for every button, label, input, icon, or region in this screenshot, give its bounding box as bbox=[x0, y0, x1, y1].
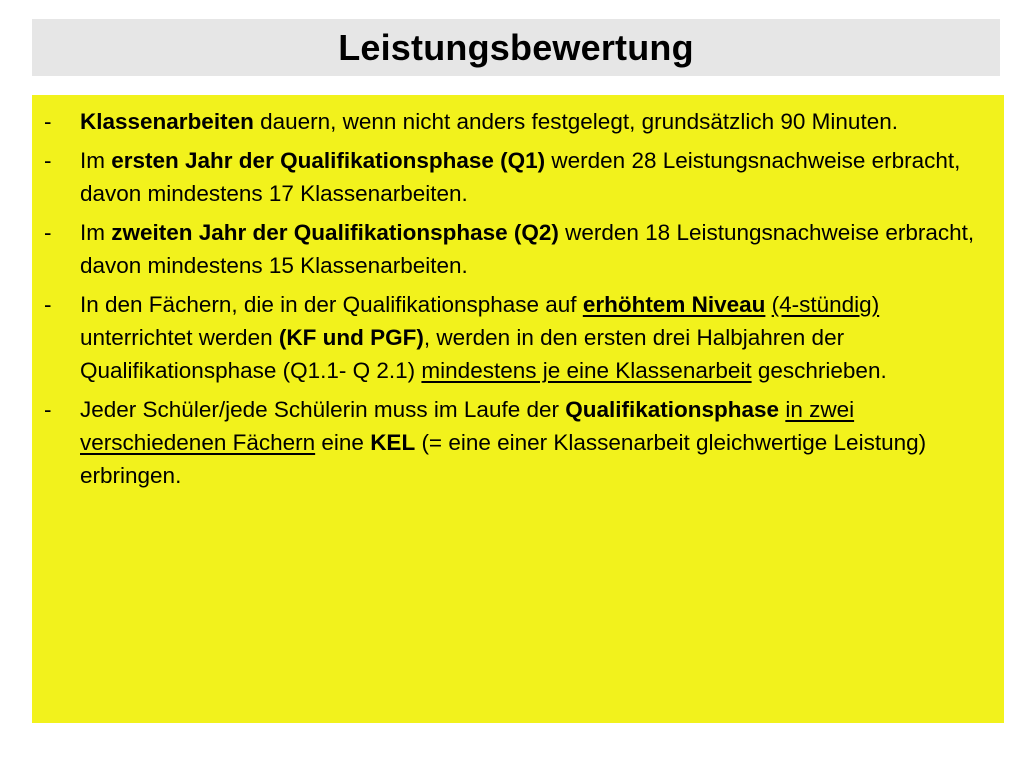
content-box bbox=[32, 95, 1004, 723]
bullet-text-segment: ersten Jahr der Qualifikationsphase (Q1) bbox=[111, 148, 546, 173]
bullet-text-segment: mindestens je eine Klassenarbeit bbox=[421, 358, 752, 383]
title-bar bbox=[32, 19, 1000, 76]
bullet-text-segment: eine bbox=[315, 430, 371, 455]
bullet-text-segment: unterrichtet werden bbox=[80, 325, 279, 350]
bullet-text-segment: KEL bbox=[370, 430, 416, 455]
bullet-item bbox=[42, 288, 982, 387]
bullet-item bbox=[42, 393, 982, 492]
bullet-text-segment: Im bbox=[80, 220, 112, 245]
bullet-text-segment: erhöhtem Niveau bbox=[582, 292, 766, 317]
bullet-text-segment: dauern, wenn nicht anders festgelegt, grundsätzlich 90 Minuten. bbox=[253, 109, 898, 134]
bullet-text-segment: zweiten Jahr der Qualifikationsphase (Q2) bbox=[111, 220, 559, 245]
bullet-text-segment: (KF und PGF) bbox=[278, 325, 424, 350]
bullet-text-segment: Im bbox=[80, 148, 112, 173]
bullet-marker: - bbox=[44, 109, 52, 134]
bullet-item bbox=[42, 105, 982, 138]
bullet-text-segment: (4-stündig) bbox=[771, 292, 880, 317]
bullet-text-segment: In den Fächern, die in der Qualifikationsphase auf bbox=[80, 292, 583, 317]
bullet-text-segment: werden 18 Leistungsnachweise erbracht, davon mindestens 15 Klassenarbeiten. bbox=[80, 220, 975, 278]
bullet-item bbox=[42, 144, 982, 210]
bullet-text-segment: Klassenarbeiten bbox=[80, 109, 254, 134]
bullet-text-segment: werden 28 Leistungsnachweise erbracht, davon mindestens 17 Klassenarbeiten. bbox=[80, 148, 961, 206]
bullet-item bbox=[42, 216, 982, 282]
bullet-text-segment: , werden in den ersten drei Halbjahren der Qualifikationsphase (Q1.1- Q 2.1) bbox=[80, 325, 845, 383]
bullet-text-segment: (= eine einer Klassenarbeit gleichwertige Leistung) erbringen. bbox=[80, 430, 927, 488]
bullet-marker: - bbox=[44, 220, 52, 245]
slide-title: Leistungsbewertung bbox=[338, 27, 694, 68]
bullet-marker: - bbox=[44, 148, 52, 173]
bullet-marker: - bbox=[44, 397, 52, 422]
bullet-text-segment: Qualifikationsphase bbox=[565, 397, 780, 422]
bullet-text-segment: Jeder Schüler/jede Schülerin muss im Laufe der bbox=[80, 397, 566, 422]
bullet-marker: - bbox=[44, 292, 52, 317]
bullet-list bbox=[42, 105, 982, 498]
bullet-text-segment: geschrieben. bbox=[751, 358, 887, 383]
bullet-text-segment: in zwei verschiedenen Fächern bbox=[80, 397, 855, 455]
